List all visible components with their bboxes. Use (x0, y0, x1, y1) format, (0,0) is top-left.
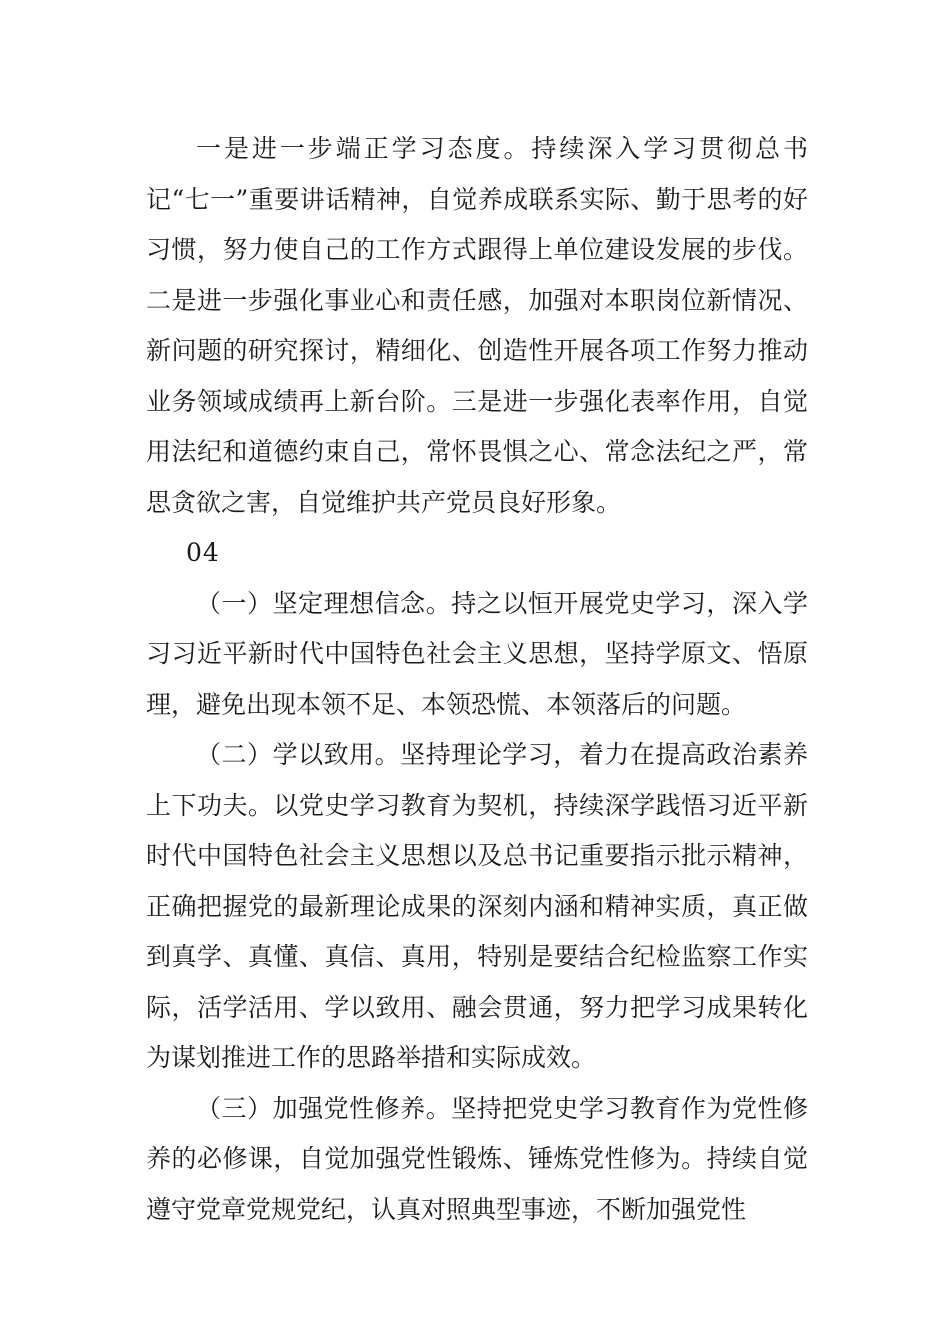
paragraph-study-attitude: 一是进一步端正学习态度。持续深入学习贯彻总书记“七一”重要讲话精神，自觉养成联系实际、勤于思考的好习惯，努力使自己的工作方式跟得上单位建设发展的步伐。二是进一步强化事业心和责任感，加强对本职岗位新情况、新问题的研究探讨，精细化、创造性开展各项工作努力推动业务领域成绩再上新台阶。三是进一步强化表率作用，自觉用法纪和道德约束自己，常怀畏惧之心、常念法纪之严，常思贪欲之害，自觉维护共产党员良好形象。 (146, 134, 808, 517)
paragraph-party-spirit: （三）加强党性修养。坚持把党史学习教育作为党性修养的必修课，自觉加强党性锻炼、锤炼党性修为。持续自觉遵守党章党规党纪，认真对照典型事迹，不断加强党性 (146, 1093, 808, 1224)
document-body (146, 124, 808, 1235)
paragraph-apply-learning: （二）学以致用。坚持理论学习，着力在提高政治素养上下功夫。以党史学习教育为契机，持续深学践悟习近平新时代中国特色社会主义思想以及总书记重要指示批示精神，正确把握党的最新理论成果的深刻内涵和精神实质，真正做到真学、真懂、真信、真用，特别是要结合纪检监察工作实际，活学活用、学以致用、融会贯通，努力把学习成果转化为谋划推进工作的思路举措和实际成效。 (146, 740, 808, 1072)
section-number: 04 (186, 538, 220, 567)
paragraph-ideal-belief: （一）坚定理想信念。持之以恒开展党史学习，深入学习习近平新时代中国特色社会主义思想，坚持学原文、悟原理，避免出现本领不足、本领恐慌、本领落后的问题。 (146, 588, 808, 719)
